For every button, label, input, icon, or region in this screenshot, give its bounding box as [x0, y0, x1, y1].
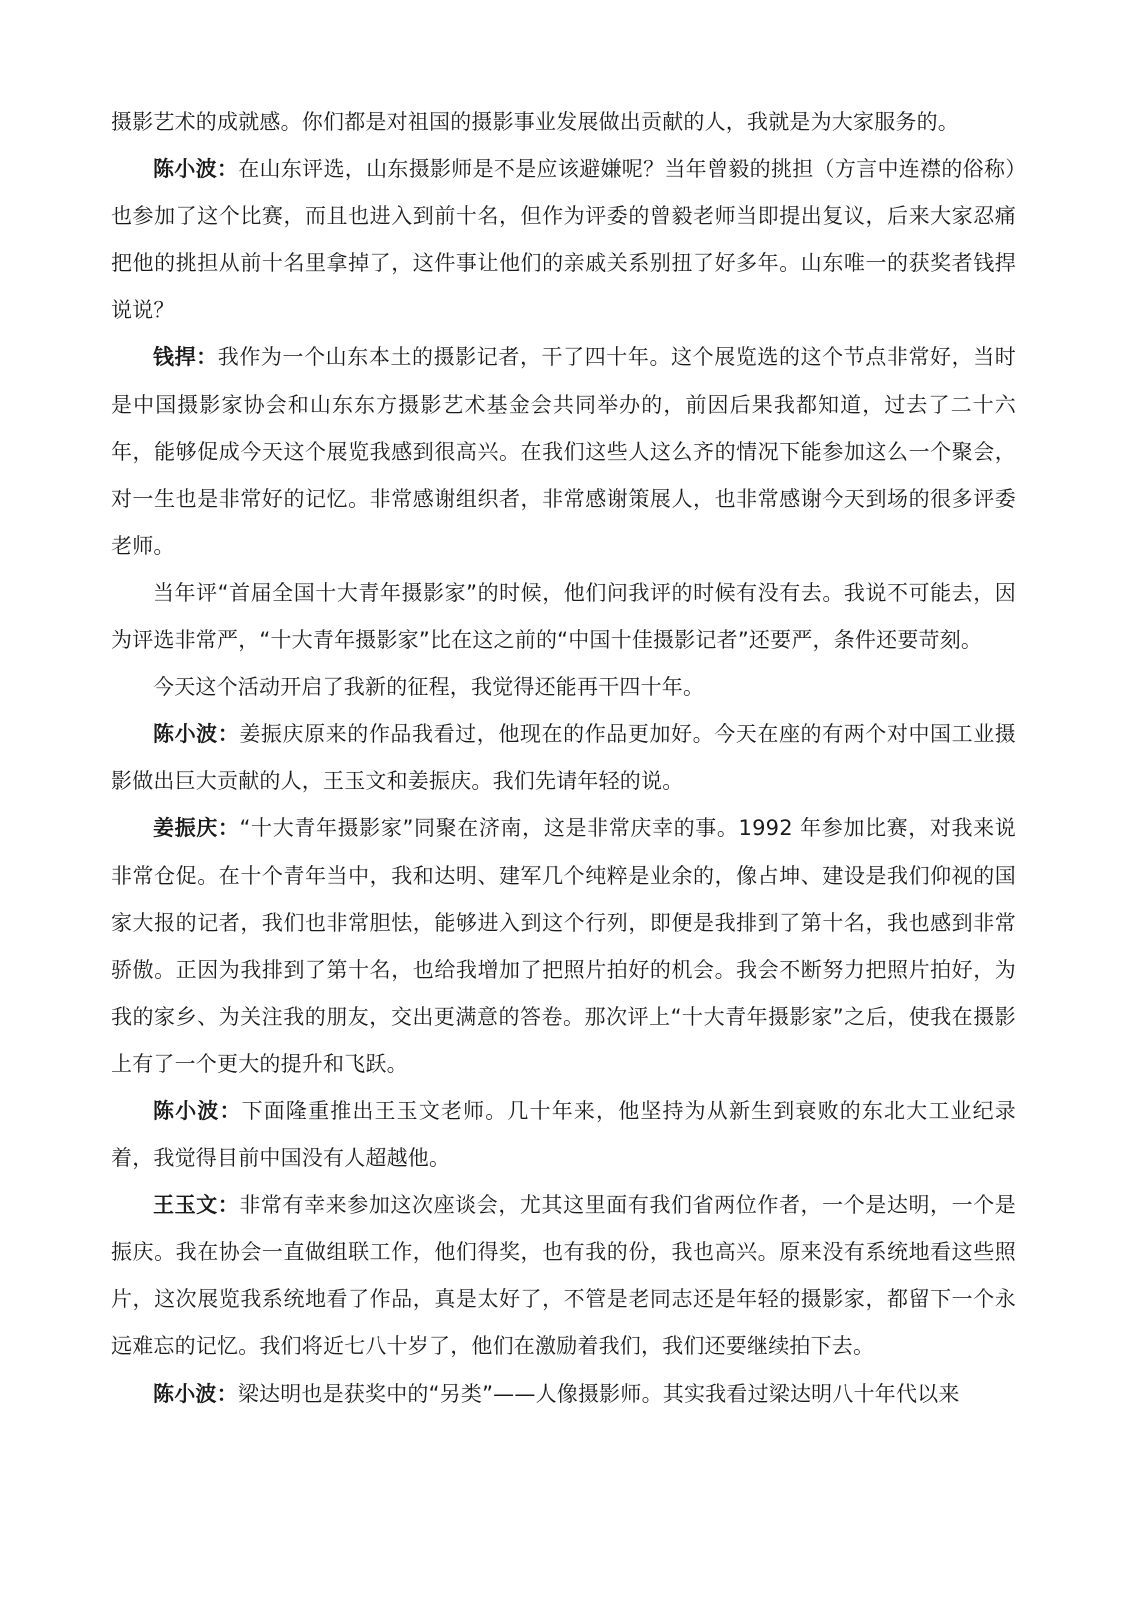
paragraph: [111, 570, 1016, 664]
dialogue-paragraph: [111, 146, 1016, 334]
speaker-name: 姜振庆：: [153, 816, 240, 841]
document-page: [111, 99, 1016, 1418]
dialogue-paragraph: [111, 1371, 1016, 1418]
speaker-name: 钱捍：: [153, 345, 218, 370]
speaker-name: 陈小波：: [153, 722, 240, 747]
paragraph-text: 今天这个活动开启了我新的征程，我觉得还能再干四十年。: [153, 675, 705, 700]
paragraph: [111, 664, 1016, 711]
paragraph-text: 当年评“首届全国十大青年摄影家”的时候，他们问我评的时候有没有去。我说不可能去，因为评选非常严，“十大青年摄影家”比在这之前的“中国十佳摄影记者”还要严，条件还要苛刻。: [111, 580, 1016, 653]
speaker-name: 陈小波：: [153, 1381, 238, 1406]
paragraph-text: 下面隆重推出王玉文老师。几十年来，他坚持为从新生到衰败的东北大工业纪录着，我觉得目前中国没有人超越他。: [111, 1098, 1016, 1171]
dialogue-paragraph: [111, 1088, 1016, 1182]
dialogue-paragraph: [111, 1182, 1016, 1370]
paragraph-text: 姜振庆原来的作品我看过，他现在的作品更加好。今天在座的有两个对中国工业摄影做出巨大贡献的人，王玉文和姜振庆。我们先请年轻的说。: [111, 722, 1016, 794]
dialogue-paragraph: [111, 805, 1016, 1088]
paragraph-text: 摄影艺术的成就感。你们都是对祖国的摄影事业发展做出贡献的人，我就是为大家服务的。: [111, 110, 959, 134]
paragraph-text: 梁达明也是获奖中的“另类”——人像摄影师。其实我看过梁达明八十年代以来: [237, 1381, 960, 1406]
dialogue-paragraph: [111, 334, 1016, 569]
speaker-name: 陈小波：: [153, 1098, 242, 1123]
dialogue-paragraph: [111, 711, 1016, 805]
speaker-name: 王玉文：: [153, 1193, 240, 1218]
paragraph-text: “十大青年摄影家”同聚在济南，这是非常庆幸的事。1992 年参加比赛，对我来说非常仓促。在十个青年当中，我和达明、建军几个纯粹是业余的，像占坤、建设是我们仰视的国家大报的记者，我们也非常胆怯，能够进入到这个行列，即便是我排到了第十名，我也感到非常骄傲。正因为我排到了第十名，也给我增加了把照片拍好的机会。我会不断努力把照片拍好，为我的家乡、为关注我的朋友，交出更满意的答卷。那次评上“十大青年摄影家”之后，使我在摄影上有了一个更大的提升和飞跃。: [111, 816, 1016, 1076]
speaker-name: 陈小波：: [153, 157, 239, 182]
paragraph-text: 非常有幸来参加这次座谈会，尤其这里面有我们省两位作者，一个是达明，一个是振庆。我在协会一直做组联工作，他们得奖，也有我的份，我也高兴。原来没有系统地看这些照片，这次展览我系统地看了作品，真是太好了，不管是老同志还是年轻的摄影家，都留下一个永远难忘的记忆。我们将近七八十岁了，他们在激励着我们，我们还要继续拍下去。: [111, 1193, 1016, 1359]
paragraph-continuation: [111, 99, 1016, 146]
paragraph-text: 在山东评选，山东摄影师是不是应该避嫌呢？当年曾毅的挑担（方言中连襟的俗称）也参加了这个比赛，而且也进入到前十名，但作为评委的曾毅老师当即提出复议，后来大家忍痛把他的挑担从前十名里拿掉了，这件事让他们的亲戚关系别扭了好多年。山东唯一的获奖者钱捍说说？: [111, 157, 1016, 323]
paragraph-text: 我作为一个山东本土的摄影记者，干了四十年。这个展览选的这个节点非常好，当时是中国摄影家协会和山东东方摄影艺术基金会共同举办的，前因后果我都知道，过去了二十六年，能够促成今天这个展览我感到很高兴。在我们这些人这么齐的情况下能参加这么一个聚会，对一生也是非常好的记忆。非常感谢组织者，非常感谢策展人，也非常感谢今天到场的很多评委老师。: [111, 345, 1016, 558]
